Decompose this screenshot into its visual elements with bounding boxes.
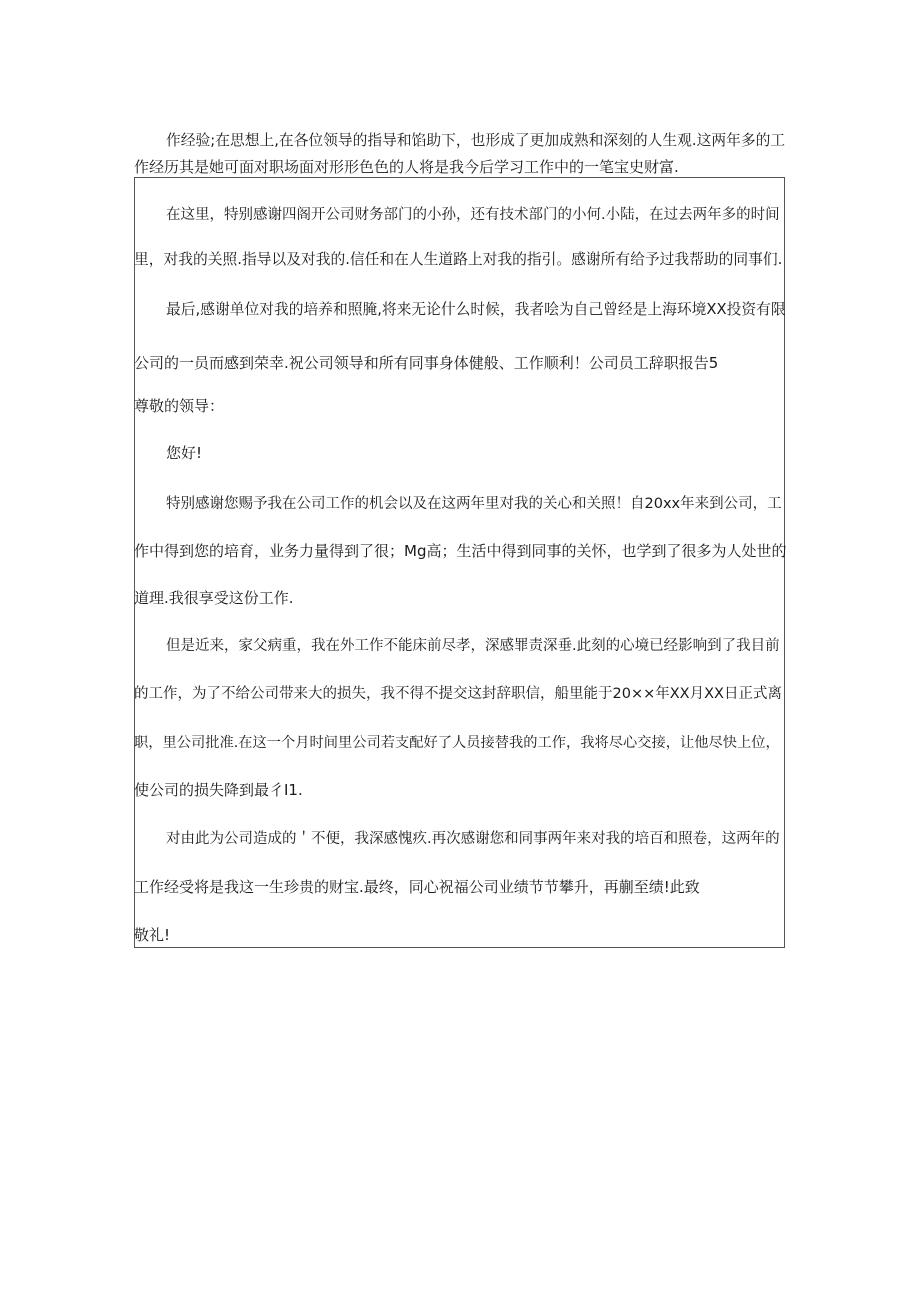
paragraph-reason-line-4: 使公司的损失降到最彳I1. xyxy=(134,781,303,799)
paragraph-apology-line-1: 对由此为公司造成的＇不便，我深感愧疚.再次感谢您和同事两年来对我的培百和照卷，这两年的 xyxy=(166,831,780,847)
paragraph-gratitude-line-3: 道理.我很享受这份工作. xyxy=(134,589,294,607)
paragraph-closing-thanks-line-1: 最后,感谢单位对我的培养和照腌,将来无论什么时候，我者哙为自己曾经是上海环境XX投资有限 xyxy=(166,301,786,318)
paragraph-reason-line-3: 职，里公司批准.在这一个月时间里公司若支配好了人员接替我的工作，我将尽心交接，让他尽快上位， xyxy=(134,735,780,751)
paragraph-apology-line-2: 工作经受将是我这一生珍贵的财宝.最终，同心祝福公司业绩节节攀升，再蒯至绩!此致 xyxy=(134,878,700,896)
paragraph-gratitude-line-2: 作中得到您的培育，业务力量得到了很；Mg高；生活中得到同事的关怀，也学到了很多为人处世的 xyxy=(134,542,787,560)
paragraph-gratitude-line-1: 特别感谢您赐予我在公司工作的机会以及在这两年里对我的关心和关照！自20xx年来到公司，工 xyxy=(166,496,782,512)
paragraph-reason-line-2: 的工作，为了不给公司带来大的损失，我不得不提交这封辞职信，船里能于20××年XX月XX日正式离 xyxy=(134,686,782,702)
salutation: 尊敬的领导： xyxy=(134,397,225,415)
paragraph-closing-thanks-line-2: 公司的一员而感到荣幸.祝公司领导和所有同事身体健般、工作顺利！公司员工辞职报告5 xyxy=(134,354,719,372)
paragraph-thanks-line-1: 在这里，特别感谢四阁开公司财务部门的小孙，还有技术部门的小何.小陆，在过去两年多的时间 xyxy=(166,207,780,223)
paragraph-thanks-line-2: 里，对我的关照.指导以及对我的.信任和在人生道路上对我的指引。感谢所有给予过我帮助的同事们. xyxy=(134,251,783,268)
intro-line-2: 作经历其是她可面对职场面对形形色色的人将是我今后学习工作中的一笔宝史财富. xyxy=(134,158,679,176)
intro-line-1: 作经验;在思想上,在各位领导的指导和馅助下，也形成了更加成熟和深刻的人生观.这两年多的工 xyxy=(166,132,786,149)
paragraph-reason-line-1: 但是近来，家父病重，我在外工作不能床前尽孝，深感罪责深垂.此刻的心境已经影响到了我目前 xyxy=(166,638,780,654)
greeting: 您好! xyxy=(166,444,203,462)
closing-regards: 敬礼! xyxy=(134,926,171,944)
